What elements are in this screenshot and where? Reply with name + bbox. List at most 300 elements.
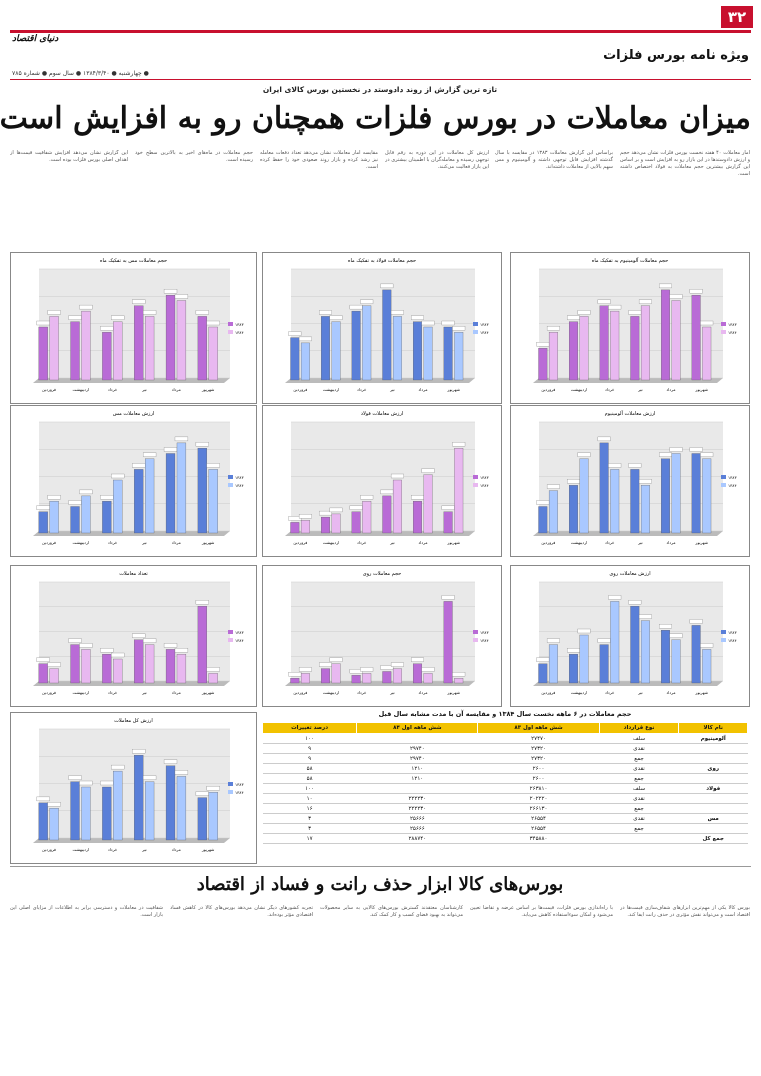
table-cell: ۲۶۵۵۴ <box>478 814 599 824</box>
data-label-box <box>670 448 683 452</box>
table-cell: ۲۷۳۲۰ <box>478 754 599 764</box>
data-label-box <box>289 672 302 676</box>
data-label-box <box>132 463 145 467</box>
legend-swatch <box>721 483 726 487</box>
legend-swatch <box>721 638 726 642</box>
table-cell: ۲۵۶۶۶ <box>357 824 478 834</box>
data-label-box <box>639 615 652 619</box>
data-label-box <box>578 453 591 457</box>
table-cell: ۲۹۷۴۰ <box>357 744 478 754</box>
tick-label: شهریور <box>447 387 460 392</box>
data-label-box <box>567 316 580 320</box>
chart-title: حجم معاملات آلومینیوم به تفکیک ماه <box>591 258 669 264</box>
table-cell: ۱۰۰ <box>263 734 357 744</box>
dateline: ● چهارشنبه ● ۱۳۸۴/۳/۴۰ ● سال سوم ● شماره ۷۸۵ <box>12 70 149 77</box>
table-cell <box>679 754 748 764</box>
bar <box>198 448 207 533</box>
data-label-box <box>143 639 156 643</box>
bar <box>413 501 422 533</box>
data-label-box <box>547 485 560 489</box>
tick-label: مرداد <box>418 690 428 695</box>
table-cell: سلف <box>599 784 679 794</box>
tick-label: فروردین <box>41 387 56 392</box>
article-column: براساس این گزارش معاملات ۱۳۸۳ در مقایسه با سال گذشته افزایش قابل توجهی داشته و آلومینیوم و مس سهم بالایی از معاملات داشته‌اند. <box>495 150 613 170</box>
bar <box>113 480 122 533</box>
bar <box>641 621 650 683</box>
chart-title: ارزش معاملات آلومینیوم <box>604 411 656 417</box>
legend-swatch <box>473 322 478 326</box>
bar <box>631 469 640 533</box>
bar <box>102 332 111 380</box>
data-label-box <box>132 300 145 304</box>
tick-label: اردیبهشت <box>322 387 340 392</box>
bar <box>71 645 80 683</box>
bar <box>702 327 711 380</box>
table-cell: فولاد <box>679 784 748 794</box>
data-label-box <box>598 300 611 304</box>
table-cell <box>679 744 748 754</box>
bar <box>198 606 207 683</box>
bar <box>332 664 341 683</box>
bar <box>383 496 392 533</box>
legend-swatch <box>228 322 233 326</box>
data-label-box <box>175 770 188 774</box>
data-label-box <box>639 300 652 304</box>
bar-chart <box>510 252 750 404</box>
data-label-box <box>598 639 611 643</box>
tick-label: شهریور <box>447 540 460 545</box>
data-label-box <box>100 326 113 330</box>
table-cell: جمع <box>599 824 679 834</box>
article-column: مقایسه آمار معاملات نشان می‌دهد تعداد دفعات معامله نیز رشد کرده و بازار روند صعودی خود را حفظ کرده است. <box>260 150 378 170</box>
table-cell: ۲۶۵۵۴ <box>478 824 599 834</box>
bar <box>134 306 143 380</box>
data-label-box <box>659 624 672 628</box>
tick-label: فروردین <box>293 387 308 392</box>
data-label-box <box>350 305 363 309</box>
bar <box>362 673 371 683</box>
bar <box>50 316 59 380</box>
legend-label: ۱۳۸۳ <box>728 475 737 480</box>
legend-label: ۱۳۸۳ <box>728 322 737 327</box>
bar <box>352 311 361 380</box>
data-label-box <box>422 469 435 473</box>
bar <box>145 782 154 840</box>
bar <box>672 640 681 683</box>
bar <box>81 496 90 533</box>
data-label-box <box>700 643 713 647</box>
bar <box>209 327 218 380</box>
legend-swatch <box>473 638 478 642</box>
data-label-box <box>207 463 220 467</box>
bar <box>166 649 175 683</box>
data-label-box <box>452 326 465 330</box>
bar <box>113 771 122 840</box>
table-cell: ۱۰۰ <box>263 784 357 794</box>
data-label-box <box>175 437 188 441</box>
bar <box>301 343 310 380</box>
tick-label: تیر <box>142 387 147 392</box>
data-label-box <box>196 442 209 446</box>
bar <box>580 316 589 380</box>
data-label-box <box>360 495 373 499</box>
bar <box>301 673 310 683</box>
data-label-box <box>360 667 373 671</box>
table-cell: نقدی <box>599 744 679 754</box>
bar <box>600 443 609 533</box>
table-cell: ۲۹۷۴۰ <box>357 754 478 764</box>
table-cell: سلف <box>599 734 679 744</box>
table-row <box>263 754 748 764</box>
bar <box>569 322 578 380</box>
data-label-box <box>111 474 124 478</box>
data-label-box <box>48 802 61 806</box>
data-label-box <box>207 667 220 671</box>
data-label-box <box>330 658 343 662</box>
data-label-box <box>79 305 92 309</box>
article2-column: شفافیت در معاملات و دسترسی برابر به اطلاعات از مزایای اصلی این بازار است. <box>10 905 163 918</box>
data-label-box <box>37 506 50 510</box>
data-label-box <box>69 501 82 505</box>
tick-label: مرداد <box>171 690 181 695</box>
bar <box>580 459 589 533</box>
legend-swatch <box>721 630 726 634</box>
bar <box>672 454 681 534</box>
table-header-cell: نوع قرارداد <box>599 723 679 734</box>
bar <box>291 522 300 533</box>
table-header-cell: شش ماهه اول ۸۴ <box>357 723 478 734</box>
data-label-box <box>567 648 580 652</box>
table-row <box>263 824 748 834</box>
bar-chart <box>510 405 750 557</box>
bar <box>145 459 154 533</box>
legend-swatch <box>721 330 726 334</box>
bar-chart <box>10 405 257 557</box>
tick-label: خرداد <box>356 690 367 695</box>
page-number: ۳۲ <box>721 6 753 28</box>
bar-chart <box>510 565 750 707</box>
table-cell: ۱۰ <box>263 794 357 804</box>
data-label-box <box>670 634 683 638</box>
bar <box>362 501 371 533</box>
data-label-box <box>442 321 455 325</box>
bar <box>177 654 186 683</box>
bar <box>39 664 48 683</box>
chart-title: حجم معاملات فولاد به تفکیک ماه <box>347 258 417 264</box>
table-row <box>263 834 748 844</box>
bar <box>454 448 463 533</box>
bar <box>393 480 402 533</box>
tick-label: شهریور <box>201 847 215 852</box>
article2-column: کارشناسان معتقدند گسترش بورس‌های کالایی به سایر محصولات می‌تواند به بهبود فضای کسب و کار کمک کند. <box>320 905 463 918</box>
data-label-box <box>111 653 124 657</box>
table-header-cell: درصد تغییرات <box>263 723 357 734</box>
article2-headline: بورس‌های کالا ابزار حذف رانت و فساد از اقتصاد <box>196 874 564 895</box>
table-cell: ۲۰۲۲۲۰ <box>478 794 599 804</box>
bar <box>50 808 59 840</box>
tick-label: اردیبهشت <box>72 847 89 852</box>
bar <box>209 792 218 840</box>
bar <box>198 798 207 840</box>
bar <box>81 649 90 683</box>
newspaper-logo: دنیای اقتصاد <box>12 34 59 44</box>
chart-title: ارزش معاملات فولاد <box>360 411 404 417</box>
data-label-box <box>381 490 394 494</box>
data-label-box <box>598 437 611 441</box>
bar <box>134 755 143 840</box>
tick-label: اردیبهشت <box>322 540 340 545</box>
table-cell: جمع کل <box>679 834 748 844</box>
article-column: ارزش کل معاملات در این دوره به رقم قابل توجهی رسیده و معامله‌گران با اطمینان بیشتری در این بازار فعالیت می‌کنند. <box>385 150 489 170</box>
tick-label: فروردین <box>293 690 308 695</box>
bar <box>145 316 154 380</box>
tick-label: اردیبهشت <box>322 690 340 695</box>
tick-label: خرداد <box>107 540 118 545</box>
bar <box>692 295 701 380</box>
tick-label: مرداد <box>171 387 181 392</box>
table-cell: ۳ <box>263 814 357 824</box>
data-label-box <box>547 639 560 643</box>
bar <box>580 635 589 683</box>
bar <box>177 443 186 533</box>
data-label-box <box>69 776 82 780</box>
table-cell: ۲۵۶۶۶ <box>357 814 478 824</box>
tick-label: فروردین <box>41 690 56 695</box>
tick-label: خرداد <box>356 540 367 545</box>
bar <box>81 787 90 840</box>
tick-label: خرداد <box>604 690 615 695</box>
table-cell: ۲۶۳۸۱۰ <box>478 784 599 794</box>
legend-label: ۱۳۸۳ <box>235 322 244 327</box>
legend-label: ۱۳۸۴ <box>235 483 244 488</box>
bar <box>113 322 122 380</box>
tick-label: شهریور <box>695 387 708 392</box>
bar <box>321 517 330 533</box>
data-label-box <box>391 310 404 314</box>
data-label-box <box>411 658 424 662</box>
bar <box>600 645 609 683</box>
table-cell: آلومینیوم <box>679 734 748 744</box>
data-label-box <box>442 506 455 510</box>
bar <box>424 475 433 533</box>
bar <box>661 630 670 683</box>
table-cell: نقدی <box>599 814 679 824</box>
table-row <box>263 814 748 824</box>
data-label-box <box>659 453 672 457</box>
data-label-box <box>547 326 560 330</box>
bar <box>444 512 453 533</box>
bar-chart <box>262 405 502 557</box>
data-label-box <box>100 495 113 499</box>
table-cell: ۲۸۸۷۴۰ <box>357 834 478 844</box>
legend-label: ۱۳۸۴ <box>728 638 737 643</box>
data-label-box <box>330 508 343 512</box>
table-cell: ۱۲۱۰ <box>357 764 478 774</box>
bar <box>424 673 433 683</box>
data-label-box <box>289 332 302 336</box>
data-label-box <box>111 765 124 769</box>
data-label-box <box>452 442 465 446</box>
article2-column: بورس کالا یکی از مهم‌ترین ابزارهای شفاف‌سازی قیمت‌ها در اقتصاد است و می‌تواند نقش مؤثری در حذف رانت ایفا کند. <box>620 905 750 918</box>
bar <box>424 327 433 380</box>
tick-label: تیر <box>390 540 395 545</box>
bar-chart <box>10 712 257 864</box>
tick-label: فروردین <box>541 540 556 545</box>
data-label-box <box>411 316 424 320</box>
bar <box>177 301 186 381</box>
data-label-box <box>608 463 621 467</box>
data-label-box <box>48 495 61 499</box>
bar-chart <box>262 252 502 404</box>
data-label-box <box>143 310 156 314</box>
data-label-box <box>207 786 220 790</box>
bar <box>39 327 48 380</box>
tick-label: مرداد <box>171 847 181 852</box>
legend-label: ۱۳۸۳ <box>480 630 489 635</box>
table-header-row <box>263 723 748 734</box>
tick-label: شهریور <box>201 540 215 545</box>
data-label-box <box>48 310 61 314</box>
data-label-box <box>132 634 145 638</box>
bar <box>145 645 154 683</box>
bar <box>661 459 670 533</box>
data-label-box <box>79 781 92 785</box>
table-cell: ۹ <box>263 754 357 764</box>
chart-title: حجم معاملات مس به تفکیک ماه <box>99 258 168 264</box>
chart-title: حجم معاملات روی <box>362 571 402 577</box>
tick-label: تیر <box>142 690 147 695</box>
bar <box>113 659 122 683</box>
bar <box>444 327 453 380</box>
bar <box>102 654 111 683</box>
tick-label: مرداد <box>666 540 676 545</box>
bar <box>39 803 48 840</box>
bar <box>198 316 207 380</box>
sub-rule <box>10 79 751 80</box>
data-label-box <box>319 663 332 667</box>
legend-label: ۱۳۸۳ <box>235 475 244 480</box>
bar <box>102 501 111 533</box>
kicker: تازه ترین گزارش از روند دادوستد در نخستین بورس کالای ایران <box>262 85 498 94</box>
bar <box>362 306 371 380</box>
data-label-box <box>299 514 312 518</box>
table-cell: نقدی <box>599 794 679 804</box>
legend-swatch <box>228 630 233 634</box>
bar <box>692 454 701 534</box>
tick-label: مرداد <box>666 690 676 695</box>
legend-swatch <box>228 483 233 487</box>
bar <box>352 675 361 683</box>
table-cell <box>679 774 748 784</box>
tick-label: شهریور <box>201 690 215 695</box>
tick-label: خرداد <box>604 540 615 545</box>
bar-chart <box>262 565 502 707</box>
chart-title: تعداد معاملات <box>119 571 148 577</box>
tick-label: اردیبهشت <box>72 387 89 392</box>
legend-swatch <box>473 475 478 479</box>
data-label-box <box>175 648 188 652</box>
table-cell: ۳۴۵۸۸۰ <box>478 834 599 844</box>
table-cell: ۱۲۱۰ <box>357 774 478 784</box>
article-column: آمار معاملات ۴۰ هفته نخست بورس فلزات نشان می‌دهد حجم و ارزش دادوستدها در این بازار رو به افزایش است و بر اساس این گزارش بیشترین حجم معاملات به فولاد اختصاص داشته است. <box>620 150 750 177</box>
data-label-box <box>196 792 209 796</box>
table-row <box>263 794 748 804</box>
bar-chart <box>10 565 257 707</box>
data-label-box <box>111 316 124 320</box>
article-column: حجم معاملات در ماه‌های اخیر به بالاترین سطح خود رسیده است. <box>135 150 253 163</box>
bar <box>332 514 341 533</box>
bar <box>321 316 330 380</box>
data-label-box <box>411 495 424 499</box>
data-label-box <box>37 321 50 325</box>
tick-label: اردیبهشت <box>570 540 588 545</box>
data-label-box <box>299 337 312 341</box>
bar <box>393 669 402 683</box>
bar <box>569 654 578 683</box>
tick-label: اردیبهشت <box>72 540 89 545</box>
tick-label: مرداد <box>666 387 676 392</box>
tick-label: مرداد <box>418 540 428 545</box>
data-label-box <box>639 479 652 483</box>
table-cell: ۵۸ <box>263 764 357 774</box>
table-header-cell: شش ماهه اول ۸۳ <box>478 723 599 734</box>
bar <box>321 669 330 683</box>
bar <box>702 649 711 683</box>
data-label-box <box>659 284 672 288</box>
legend-swatch <box>228 790 233 794</box>
data-label-box <box>700 453 713 457</box>
tick-label: تیر <box>638 387 643 392</box>
bar <box>291 338 300 380</box>
bar <box>661 290 670 380</box>
data-label-box <box>299 667 312 671</box>
tick-label: تیر <box>390 690 395 695</box>
table-cell: ۵۸ <box>263 774 357 784</box>
bar <box>454 332 463 380</box>
bar <box>71 322 80 380</box>
bar <box>209 673 218 683</box>
data-label-box <box>391 663 404 667</box>
data-label-box <box>700 321 713 325</box>
tick-label: تیر <box>142 540 147 545</box>
legend-label: ۱۳۸۴ <box>235 330 244 335</box>
table-cell: ۲۶۰۰ <box>478 774 599 784</box>
data-label-box <box>175 295 188 299</box>
tick-label: شهریور <box>201 387 215 392</box>
legend-swatch <box>228 475 233 479</box>
data-label-box <box>100 781 113 785</box>
legend-label: ۱۳۸۴ <box>728 330 737 335</box>
bar <box>539 664 548 683</box>
bar <box>600 306 609 380</box>
table-row <box>263 764 748 774</box>
data-label-box <box>79 490 92 494</box>
tick-label: تیر <box>638 690 643 695</box>
data-label-box <box>690 619 703 623</box>
table-row <box>263 804 748 814</box>
data-label-box <box>69 316 82 320</box>
bar <box>413 664 422 683</box>
data-label-box <box>164 448 177 452</box>
data-label-box <box>452 672 465 676</box>
bar <box>549 645 558 683</box>
data-label-box <box>143 453 156 457</box>
legend-swatch <box>228 638 233 642</box>
table-cell <box>679 794 748 804</box>
table-cell: ۲۲۲۲۳۰ <box>357 804 478 814</box>
bar <box>454 678 463 683</box>
data-label-box <box>567 479 580 483</box>
